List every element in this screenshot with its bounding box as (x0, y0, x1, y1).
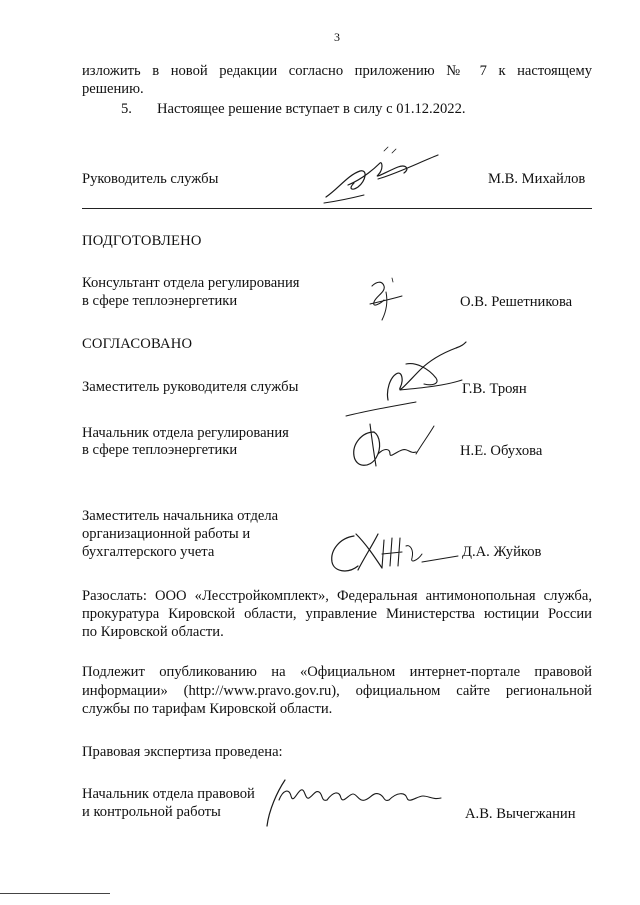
item-5-number: 5. (121, 101, 132, 117)
prepared-position-line-2: в сфере теплоэнергетики (82, 293, 238, 309)
agreed-signer-3-position-line-2: организационной работы и (82, 526, 251, 542)
legal-position-line-1: Начальник отдела правовой (82, 786, 255, 802)
separator-line (82, 208, 592, 209)
head-title: Руководитель службы (82, 171, 219, 187)
agreed-heading: СОГЛАСОВАНО (82, 336, 193, 352)
prepared-signature (362, 274, 412, 326)
page-number: 3 (334, 30, 340, 44)
intro-line-2: решению. (82, 81, 144, 97)
publication-line-2: информации» (http://www.pravo.gov.ru), официальном сайте региональной (82, 683, 592, 699)
prepared-name: О.В. Решетникова (460, 294, 573, 310)
publication-line-3: службы по тарифам Кировской области. (82, 701, 333, 717)
agreed-signer-2-name: Н.Е. Обухова (460, 443, 543, 459)
distribution-line-2: прокуратура Кировской области, управление Министерства юстиции России (82, 606, 592, 622)
agreed-signer-3-signature (318, 520, 463, 582)
distribution-line-3: по Кировской области. (82, 624, 224, 640)
footer-rule (0, 893, 110, 894)
distribution-line-1: Разослать: ООО «Лесстройкомплект», Федеральная антимонопольная служба, (82, 588, 592, 604)
legal-position-line-2: и контрольной работы (82, 804, 221, 820)
legal-signature (255, 770, 445, 830)
legal-review-note: Правовая экспертиза проведена: (82, 744, 283, 760)
publication-line-1: Подлежит опубликованию на «Официальном интернет-портале правовой (82, 664, 592, 680)
head-name: М.В. Михайлов (488, 171, 586, 187)
agreed-signer-3-position-line-3: бухгалтерского учета (82, 544, 215, 560)
prepared-heading: ПОДГОТОВЛЕНО (82, 233, 202, 249)
agreed-signer-2-position-line-1: Начальник отдела регулирования (82, 425, 289, 441)
item-5-text: Настоящее решение вступает в силу с 01.12.2022. (157, 101, 466, 117)
agreed-signer-1-name: Г.В. Троян (462, 381, 527, 397)
agreed-signer-3-position-line-1: Заместитель начальника отдела (82, 508, 279, 524)
agreed-signer-2-signature (344, 414, 440, 478)
head-signature (318, 145, 448, 210)
agreed-signer-1-signature (340, 340, 475, 422)
legal-name: А.В. Вычегжанин (465, 806, 576, 822)
agreed-signer-3-name: Д.А. Жуйков (462, 544, 542, 560)
agreed-signer-2-position-line-2: в сфере теплоэнергетики (82, 442, 238, 458)
prepared-position-line-1: Консультант отдела регулирования (82, 275, 300, 291)
intro-line-1: изложить в новой редакции согласно приложению № 7 к настоящему (82, 63, 592, 79)
agreed-signer-1-position: Заместитель руководителя службы (82, 379, 299, 395)
